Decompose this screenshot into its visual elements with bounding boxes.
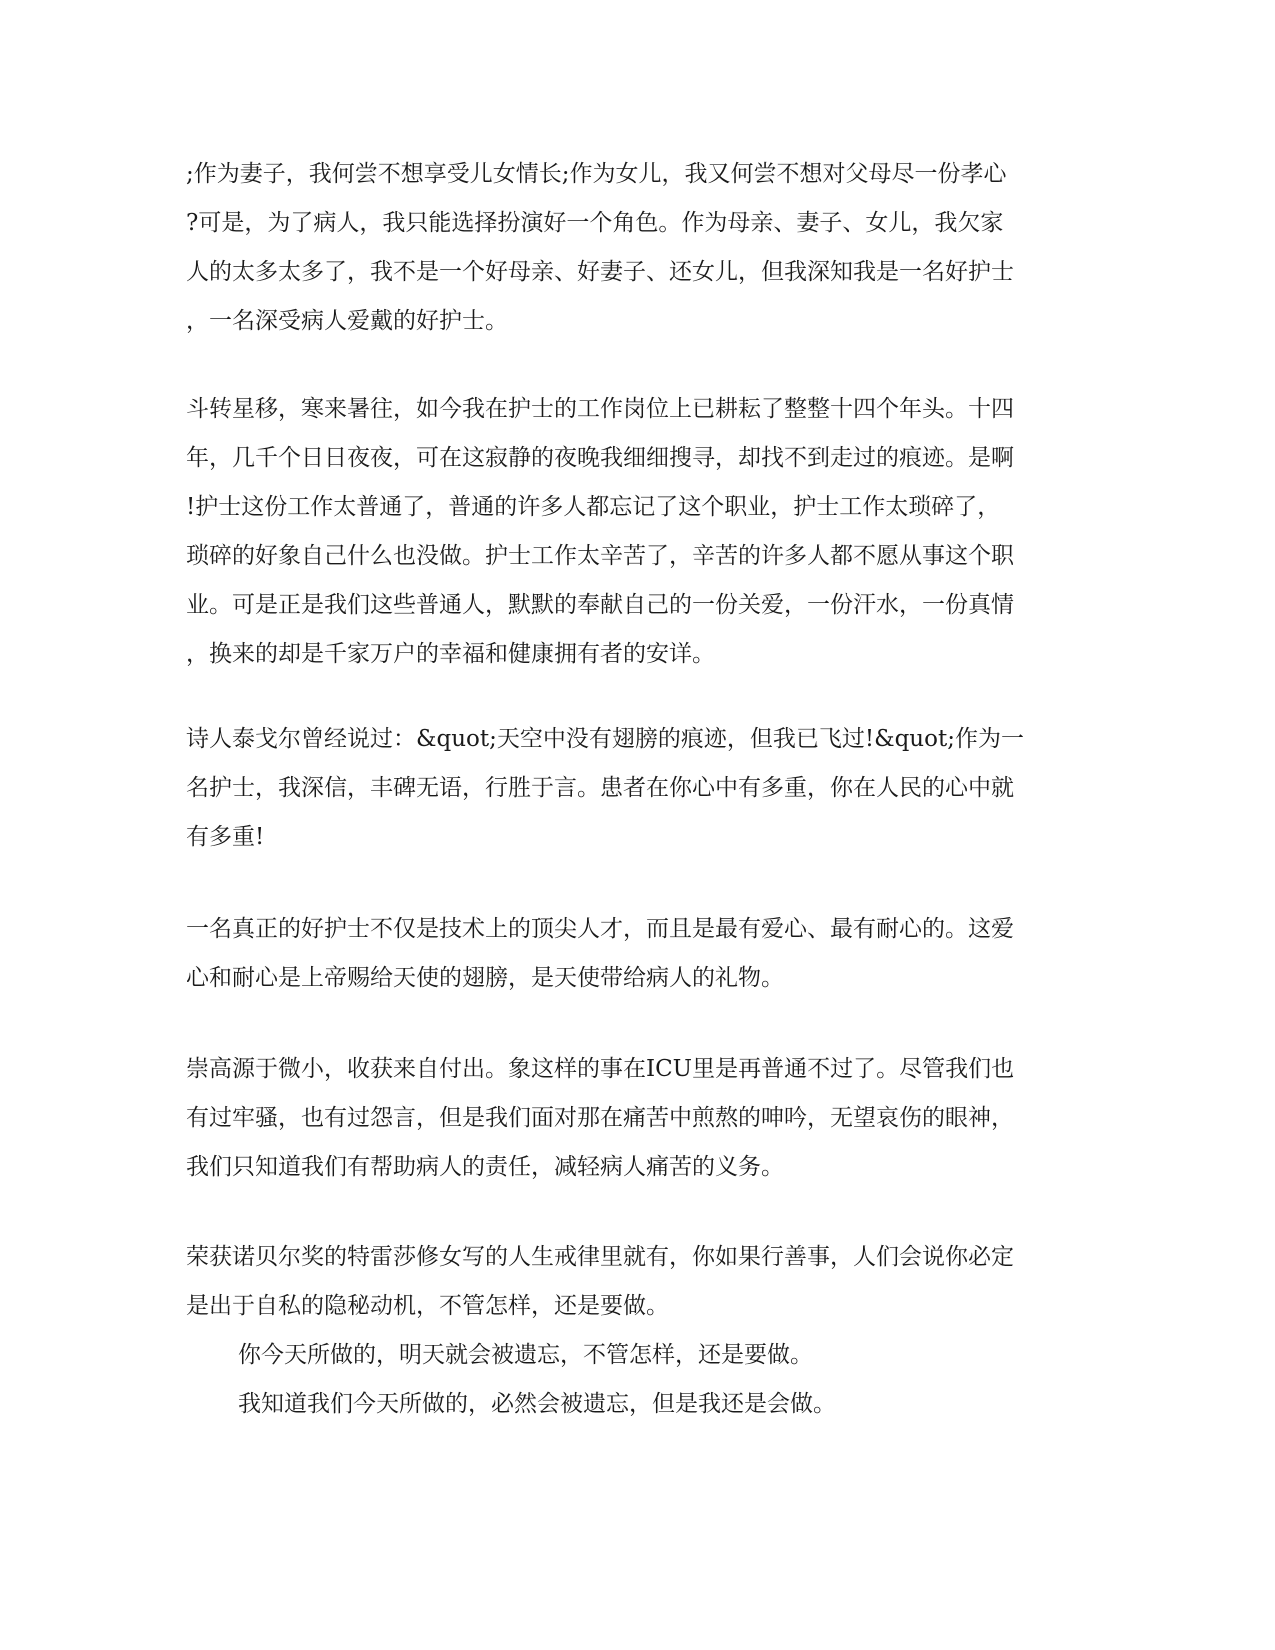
paragraph-line: 心和耐心是上帝赐给天使的翅膀，是天使带给病人的礼物。 xyxy=(186,965,784,991)
paragraph-1 xyxy=(186,150,1086,346)
paragraph-5 xyxy=(186,1045,1086,1192)
paragraph-line: 我们只知道我们有帮助病人的责任，减轻病人痛苦的义务。 xyxy=(186,1154,784,1180)
paragraph-line: 崇高源于微小，收获来自付出。象这样的事在ICU里是再普通不过了。尽管我们也 xyxy=(186,1056,1015,1082)
paragraph-line: !护士这份工作太普通了，普通的许多人都忘记了这个职业，护士工作太琐碎了， xyxy=(186,494,1001,520)
paragraph-3 xyxy=(186,715,1086,862)
paragraph-line: 有过牢骚，也有过怨言，但是我们面对那在痛苦中煎熬的呻吟，无望哀伤的眼神， xyxy=(186,1105,1014,1131)
paragraph-line: 是出于自私的隐秘动机，不管怎样，还是要做。 xyxy=(186,1293,669,1319)
paragraph-line: 人的太多太多了，我不是一个好母亲、好妻子、还女儿，但我深知我是一名好护士 xyxy=(186,259,1014,285)
paragraph-2 xyxy=(186,385,1086,679)
paragraph-line: 年，几千个日日夜夜，可在这寂静的夜晚我细细搜寻，却找不到走过的痕迹。是啊 xyxy=(186,445,1014,471)
paragraph-line: 荣获诺贝尔奖的特雷莎修女写的人生戒律里就有，你如果行善事，人们会说你必定 xyxy=(186,1244,1014,1270)
paragraph-line: 琐碎的好象自己什么也没做。护士工作太辛苦了，辛苦的许多人都不愿从事这个职 xyxy=(186,543,1014,569)
paragraph-line: ?可是，为了病人，我只能选择扮演好一个角色。作为母亲、妻子、女儿，我欠家 xyxy=(186,210,1004,236)
paragraph-line: ，一名深受病人爱戴的好护士。 xyxy=(186,308,508,334)
paragraph-line: 有多重! xyxy=(186,824,265,850)
paragraph-line: 一名真正的好护士不仅是技术上的顶尖人才，而且是最有爱心、最有耐心的。这爱 xyxy=(186,916,1014,942)
paragraph-line: 名护士，我深信，丰碑无语，行胜于言。患者在你心中有多重，你在人民的心中就 xyxy=(186,775,1014,801)
paragraph-line-indented: 我知道我们今天所做的，必然会被遗忘，但是我还是会做。 xyxy=(238,1391,836,1417)
paragraph-line: 诗人泰戈尔曾经说过：&quot;天空中没有翅膀的痕迹，但我已飞过!&quot;作为一 xyxy=(186,726,1024,752)
paragraph-6 xyxy=(186,1233,1086,1429)
paragraph-line: 业。可是正是我们这些普通人，默默的奉献自己的一份关爱，一份汗水，一份真情 xyxy=(186,592,1014,618)
paragraph-4 xyxy=(186,905,1086,1003)
paragraph-line: 斗转星移，寒来暑往，如今我在护士的工作岗位上已耕耘了整整十四个年头。十四 xyxy=(186,396,1014,422)
paragraph-line: ，换来的却是千家万户的幸福和健康拥有者的安详。 xyxy=(186,641,715,667)
paragraph-line-indented: 你今天所做的，明天就会被遗忘，不管怎样，还是要做。 xyxy=(238,1342,813,1368)
paragraph-line: ;作为妻子，我何尝不想享受儿女情长;作为女儿，我又何尝不想对父母尽一份孝心 xyxy=(186,161,1007,187)
